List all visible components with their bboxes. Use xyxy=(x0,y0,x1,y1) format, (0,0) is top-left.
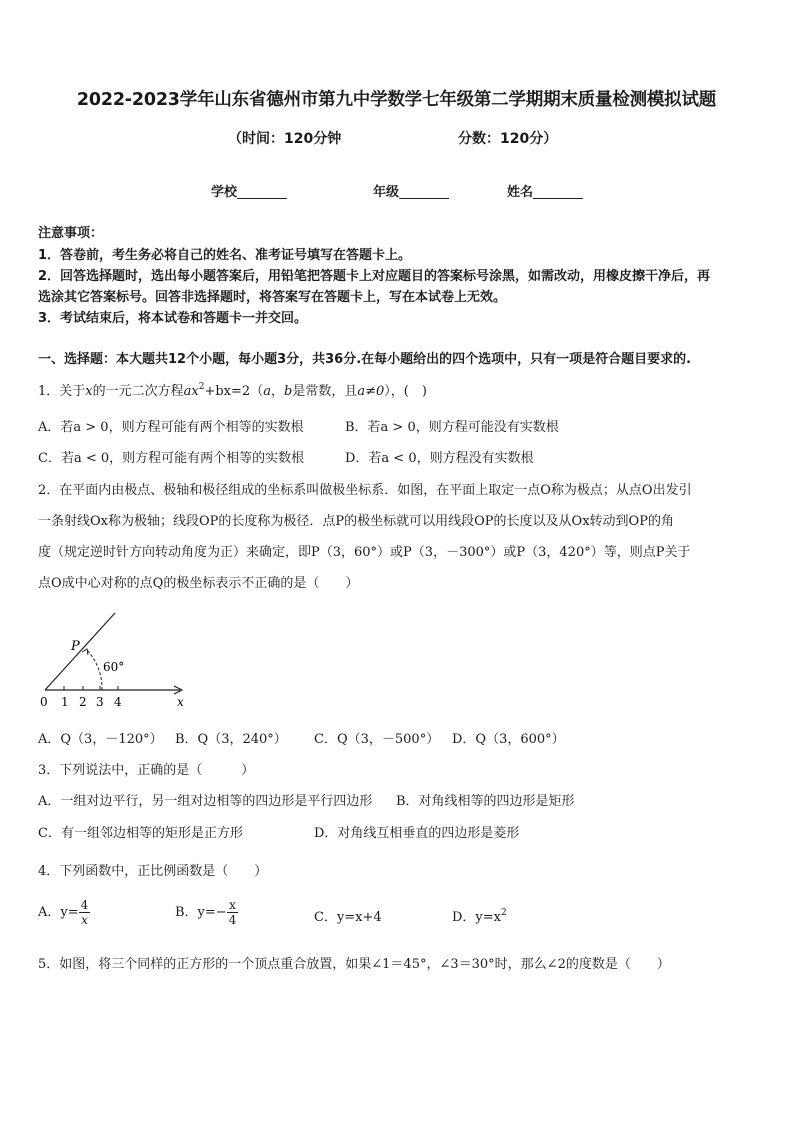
tick-label-0: 0 xyxy=(40,695,48,709)
q1-cond4: ），( ) xyxy=(384,384,427,399)
notice-line-1: 1．答卷前，考生务必将自己的姓名、准考证号填写在答题卡上。 xyxy=(38,248,412,263)
q3-option-b: B．对角线相等的四边形是矩形 xyxy=(396,794,575,809)
q4-a-prefix: A．y= xyxy=(38,905,79,920)
grade-field xyxy=(373,181,449,200)
q5-stem: 5．如图，将三个同样的正方形的一个顶点重合放置，如果∠1＝45°，∠3＝30°时，那么∠2的度数是（ ） xyxy=(38,957,670,972)
q2-option-d: D．Q（3，600°） xyxy=(452,732,565,747)
notice-line-3: 3．考试结束后，将本试卷和答题卡一并交回。 xyxy=(38,311,308,326)
angle-arc xyxy=(87,650,102,690)
q4-b-num: x xyxy=(227,898,239,913)
q1-eq-rest: +bx=2 xyxy=(204,384,251,399)
q1-cond-a: a xyxy=(263,384,271,399)
q4-b-fraction xyxy=(227,898,239,927)
q4-stem: 4．下列函数中，正比例函数是（ ） xyxy=(38,864,268,879)
q1-cond1: （ xyxy=(250,384,264,399)
q1-stem xyxy=(38,380,427,399)
q2-line-2: 一条射线Ox称为极轴；线段OP的长度称为极径．点P的极坐标就可以用线段OP的长度以及从Ox转动到OP的角 xyxy=(38,514,674,529)
q1-option-a: A．若a > 0，则方程可能有两个相等的实数根 xyxy=(38,420,304,435)
name-blank xyxy=(533,184,583,199)
tick-label-3: 3 xyxy=(96,695,104,709)
grade-blank xyxy=(399,184,449,199)
q1-cond2: ， xyxy=(270,384,284,399)
q1-cond3: 是常数，且 xyxy=(292,384,358,399)
polar-figure xyxy=(30,605,200,715)
tick-label-1: 1 xyxy=(61,695,69,709)
q2-line-3: 度（规定逆时针方向转动角度为正）来确定，即P（3，60°）或P（3，－300°）或P（3，420°）等，则点P关于 xyxy=(38,545,691,560)
axis-label-x: x xyxy=(177,695,184,709)
exam-score: 分数：120分） xyxy=(458,131,558,147)
q4-d-prefix: D．y=x xyxy=(452,910,501,925)
school-label: 学校 xyxy=(211,185,238,200)
q4-option-b xyxy=(175,898,238,927)
q4-d-sup: 2 xyxy=(501,908,507,918)
school-blank xyxy=(237,184,287,199)
q4-b-den: 4 xyxy=(228,913,237,927)
q3-stem: 3．下列说法中，正确的是（ ） xyxy=(38,763,255,778)
q4-b-prefix: B．y=− xyxy=(175,905,227,920)
grade-label: 年级 xyxy=(373,185,400,200)
q1-cond-b: b xyxy=(283,384,293,399)
q4-a-fraction xyxy=(79,898,91,927)
q2-option-b: B．Q（3，240°） xyxy=(175,732,287,747)
q1-cond-ne: a≠0 xyxy=(357,384,385,399)
polar-ray xyxy=(45,613,115,690)
q2-option-c: C．Q（3，－500°） xyxy=(314,732,440,747)
q1-eq-sup: 2 xyxy=(198,382,205,392)
q3-option-c: C．有一组邻边相等的矩形是正方形 xyxy=(38,826,243,841)
exam-time: （时间：120分钟 xyxy=(228,131,342,147)
q2-option-a: A．Q（3，－120°） xyxy=(38,732,163,747)
name-field xyxy=(507,181,583,200)
angle-label: 60° xyxy=(103,660,125,674)
name-label: 姓名 xyxy=(507,185,534,200)
q3-option-d: D．对角线互相垂直的四边形是菱形 xyxy=(314,826,520,841)
q1-prefix: 1．关于 xyxy=(38,384,86,399)
page-title: 2022-2023学年山东省德州市第九中学数学七年级第二学期期末质量检测模拟试题 xyxy=(76,90,717,110)
notice-line-2a: 2．回答选择题时，选出每小题答案后，用铅笔把答题卡上对应题目的答案标号涂黑，如需改动，用橡皮擦干净后，再 xyxy=(38,269,711,284)
tick-label-2: 2 xyxy=(79,695,87,709)
q2-line-4: 点O成中心对称的点Q的极坐标表示不正确的是（ ） xyxy=(38,576,359,591)
point-label-p: P xyxy=(71,639,80,654)
arc-arrow-icon xyxy=(82,649,88,655)
school-field xyxy=(211,181,287,200)
q1-option-b: B．若a > 0，则方程可能没有实数根 xyxy=(345,420,559,435)
q4-option-c: C．y=x+4 xyxy=(314,910,382,925)
q4-option-d xyxy=(452,906,507,925)
section-heading: 一、选择题：本大题共12个小题，每小题3分，共36分.在每小题给出的四个选项中，只有一项是符合题目要求的. xyxy=(38,352,692,367)
q2-line-1: 2．在平面内由极点、极轴和极径组成的坐标系叫做极坐标系．如图，在平面上取定一点O称为极点；从点O出发引 xyxy=(38,483,692,498)
q1-option-c: C．若a < 0，则方程可能有两个相等的实数根 xyxy=(38,451,305,466)
q1-var: x xyxy=(85,384,93,399)
q1-mid: 的一元二次方程 xyxy=(92,384,184,399)
q1-option-d: D．若a < 0，则方程没有实数根 xyxy=(345,451,534,466)
q4-a-num: 4 xyxy=(80,898,89,912)
q3-option-a: A．一组对边平行，另一组对边相等的四边形是平行四边形 xyxy=(38,794,373,809)
notice-line-2b: 选涂其它答案标号。回答非选择题时，将答案写在答题卡上，写在本试卷上无效。 xyxy=(38,290,507,305)
q1-eq-a: ax xyxy=(183,384,199,399)
notice-heading: 注意事项： xyxy=(38,226,104,241)
tick-label-4: 4 xyxy=(114,695,122,709)
q4-option-a xyxy=(38,898,90,927)
q4-a-den: x xyxy=(81,913,88,927)
